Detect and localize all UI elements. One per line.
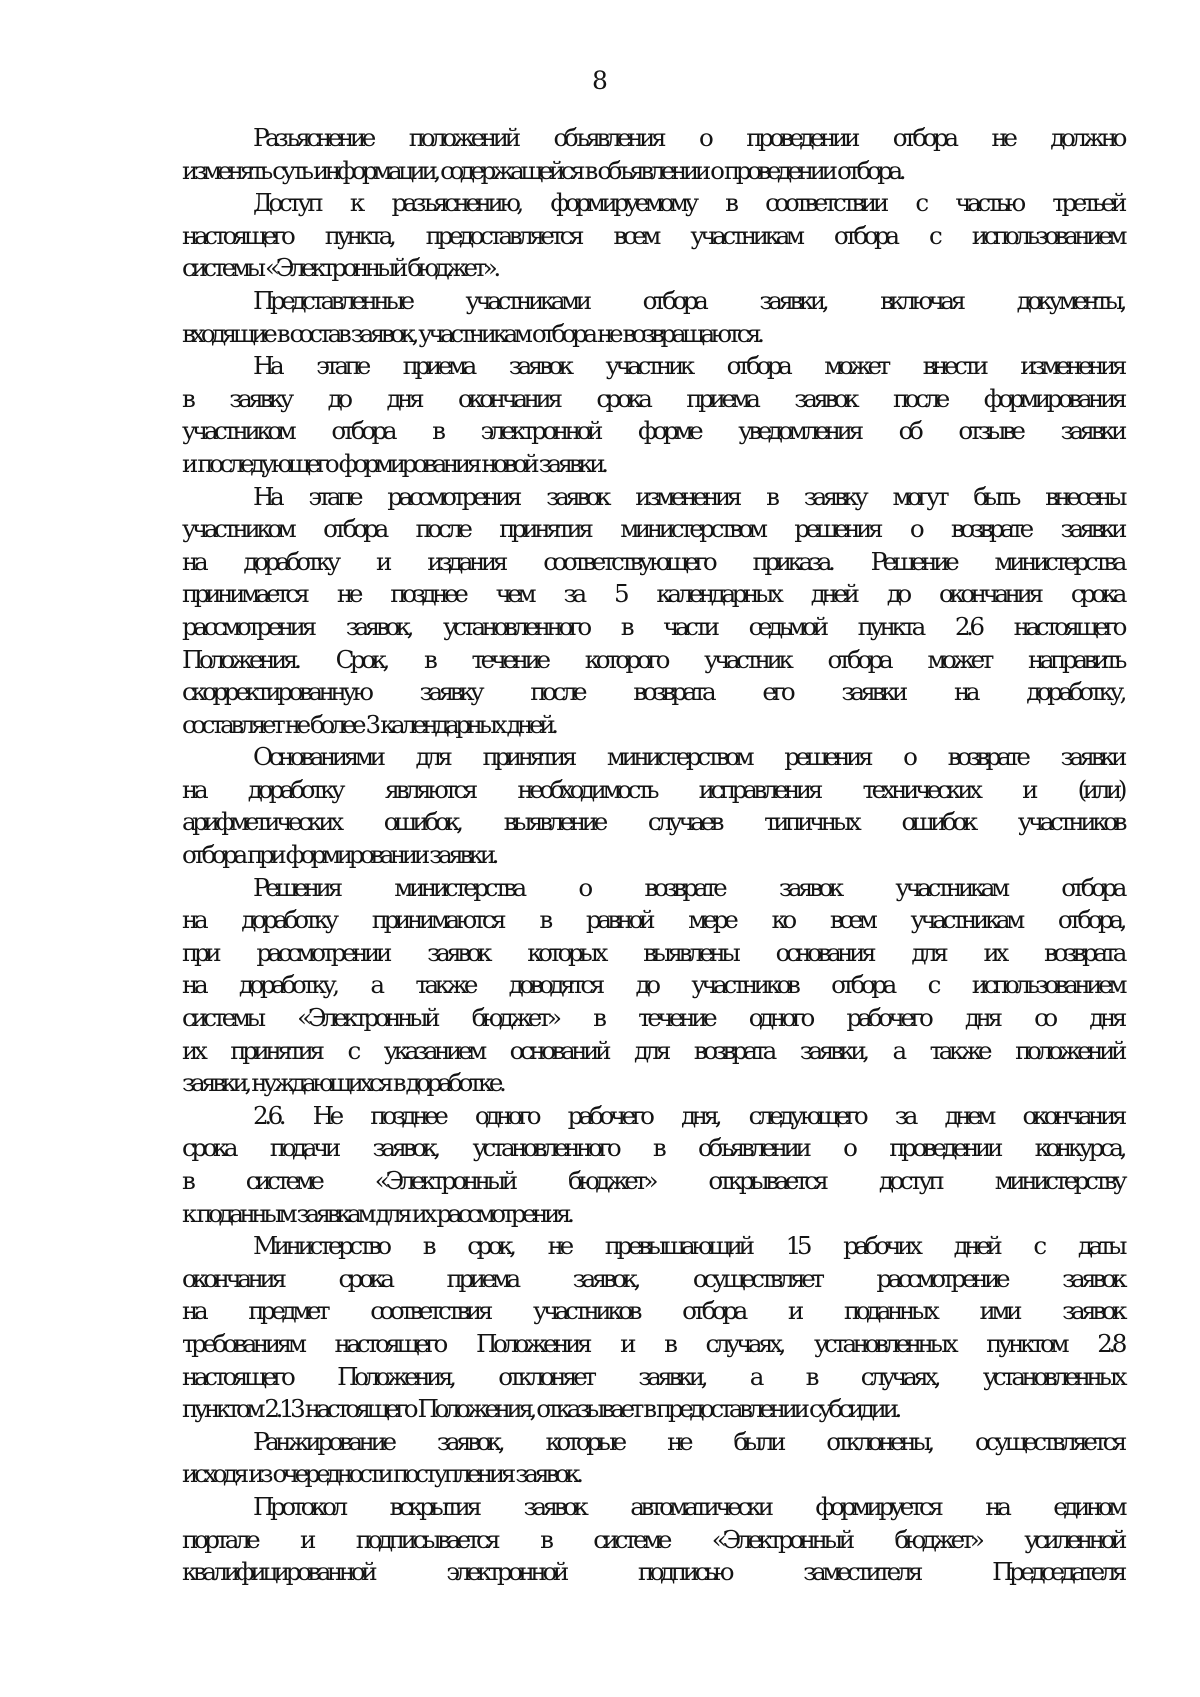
text-line: системы «Электронный бюджет». (182, 253, 497, 283)
text-line: скорректированную заявку после возврата его заявки на доработку, (182, 677, 1123, 707)
text-line: исходя из очередности поступления заявок. (182, 1459, 580, 1489)
page-number: 8 (592, 66, 608, 95)
text-line: Решения министерства о возврате заявок участникам отбора (253, 872, 1123, 902)
text-line: на доработку, а также доводятся до участников отбора с использованием (182, 970, 1123, 1000)
text-line: На этапе рассмотрения заявок изменения в заявку могут быть внесены (253, 481, 1123, 511)
text-line: на доработку и издания соответствующего приказа. Решение министерства (182, 546, 1123, 576)
text-line: на предмет соответствия участников отбора и поданных ими заявок (182, 1296, 1123, 1326)
text-line: участником отбора после принятия министерством решения о возврате заявки (182, 514, 1123, 544)
paragraph (182, 741, 1123, 871)
text-line: принимается не позднее чем за 5 календарных дней до окончания срока (182, 579, 1123, 609)
text-line: квалифицированной электронной подписью заместителя Председателя (182, 1557, 1123, 1587)
text-line: Основаниями для принятия министерством решения о возврате заявки (253, 742, 1123, 772)
text-line: пунктом 2.13 настоящего Положения, отказывает в предоставлении субсидии. (182, 1394, 898, 1424)
paragraph (182, 1100, 1123, 1230)
text-line: требованиям настоящего Положения и в случаях, установленных пунктом 2.8 (182, 1328, 1123, 1358)
text-line: составляет не более 3 календарных дней. (182, 709, 555, 739)
text-line: На этапе приема заявок участник отбора может внести изменения (253, 351, 1123, 381)
text-line: участником отбора в электронной форме уведомления об отзыве заявки (182, 416, 1123, 446)
text-line: заявки, нуждающихся в доработке. (182, 1068, 503, 1098)
paragraph (182, 1426, 1123, 1491)
text-line: срока подачи заявок, установленного в объявлении о проведении конкурса, (182, 1133, 1123, 1163)
text-line: их принятия с указанием оснований для возврата заявки, а также положений (182, 1035, 1123, 1065)
text-line: Положения. Срок, в течение которого участник отбора может направить (182, 644, 1123, 674)
text-line: отбора при формировании заявки. (182, 840, 496, 870)
text-line: входящие в состав заявок, участникам отбора не возвращаются. (182, 318, 761, 348)
text-line: в системе «Электронный бюджет» открывается доступ министерству (182, 1166, 1123, 1195)
text-line: рассмотрения заявок, установленного в части седьмой пункта 2.6 настоящего (182, 611, 1123, 641)
paragraph (182, 1230, 1123, 1426)
text-line: при рассмотрении заявок которых выявлены основания для их возврата (182, 937, 1123, 967)
text-line: настоящего Положения, отклоняет заявки, а в случаях, установленных (182, 1361, 1123, 1391)
text-line: портале и подписывается в системе «Электронный бюджет» усиленной (182, 1524, 1123, 1554)
text-line: настоящего пункта, предоставляется всем участникам отбора с использованием (182, 220, 1123, 250)
paragraph (182, 1491, 1123, 1589)
text-line: изменять суть информации, содержащейся в объявлении о проведении отбора. (182, 155, 903, 185)
text-line: 2.6. Не позднее одного рабочего дня, следующего за днем окончания (253, 1100, 1123, 1130)
text-line: Министерство в срок, не превышающий 15 рабочих дней с даты (253, 1231, 1123, 1261)
text-line: на доработку являются необходимость исправления технических и (или) (182, 774, 1123, 804)
text-line: в заявку до дня окончания срока приема заявок после формирования (182, 383, 1123, 413)
document-body (182, 122, 1123, 1589)
text-line: Разъяснение положений объявления о проведении отбора не должно (253, 123, 1123, 152)
paragraph (182, 872, 1123, 1100)
paragraph (182, 122, 1123, 187)
text-line: Ранжирование заявок, которые не были отклонены, осуществляется (253, 1426, 1123, 1456)
paragraph (182, 350, 1123, 480)
text-line: арифметических ошибок, выявление случаев типичных ошибок участников (182, 807, 1123, 837)
text-line: системы «Электронный бюджет» в течение одного рабочего дня со дня (182, 1003, 1123, 1033)
text-line: к поданным заявкам для их рассмотрения. (182, 1198, 571, 1228)
text-line: Доступ к разъяснению, формируемому в соответствии с частью третьей (253, 188, 1123, 218)
text-line: Протокол вскрытия заявок автоматически формируется на едином (253, 1491, 1123, 1521)
text-line: на доработку принимаются в равной мере ко всем участникам отбора, (182, 905, 1123, 935)
text-line: Представленные участниками отбора заявки, включая документы, (253, 285, 1123, 315)
paragraph (182, 481, 1123, 742)
paragraph (182, 285, 1123, 350)
paragraph (182, 187, 1123, 285)
text-line: и последующего формирования новой заявки. (182, 448, 605, 478)
text-line: окончания срока приема заявок, осуществляет рассмотрение заявок (182, 1263, 1123, 1293)
